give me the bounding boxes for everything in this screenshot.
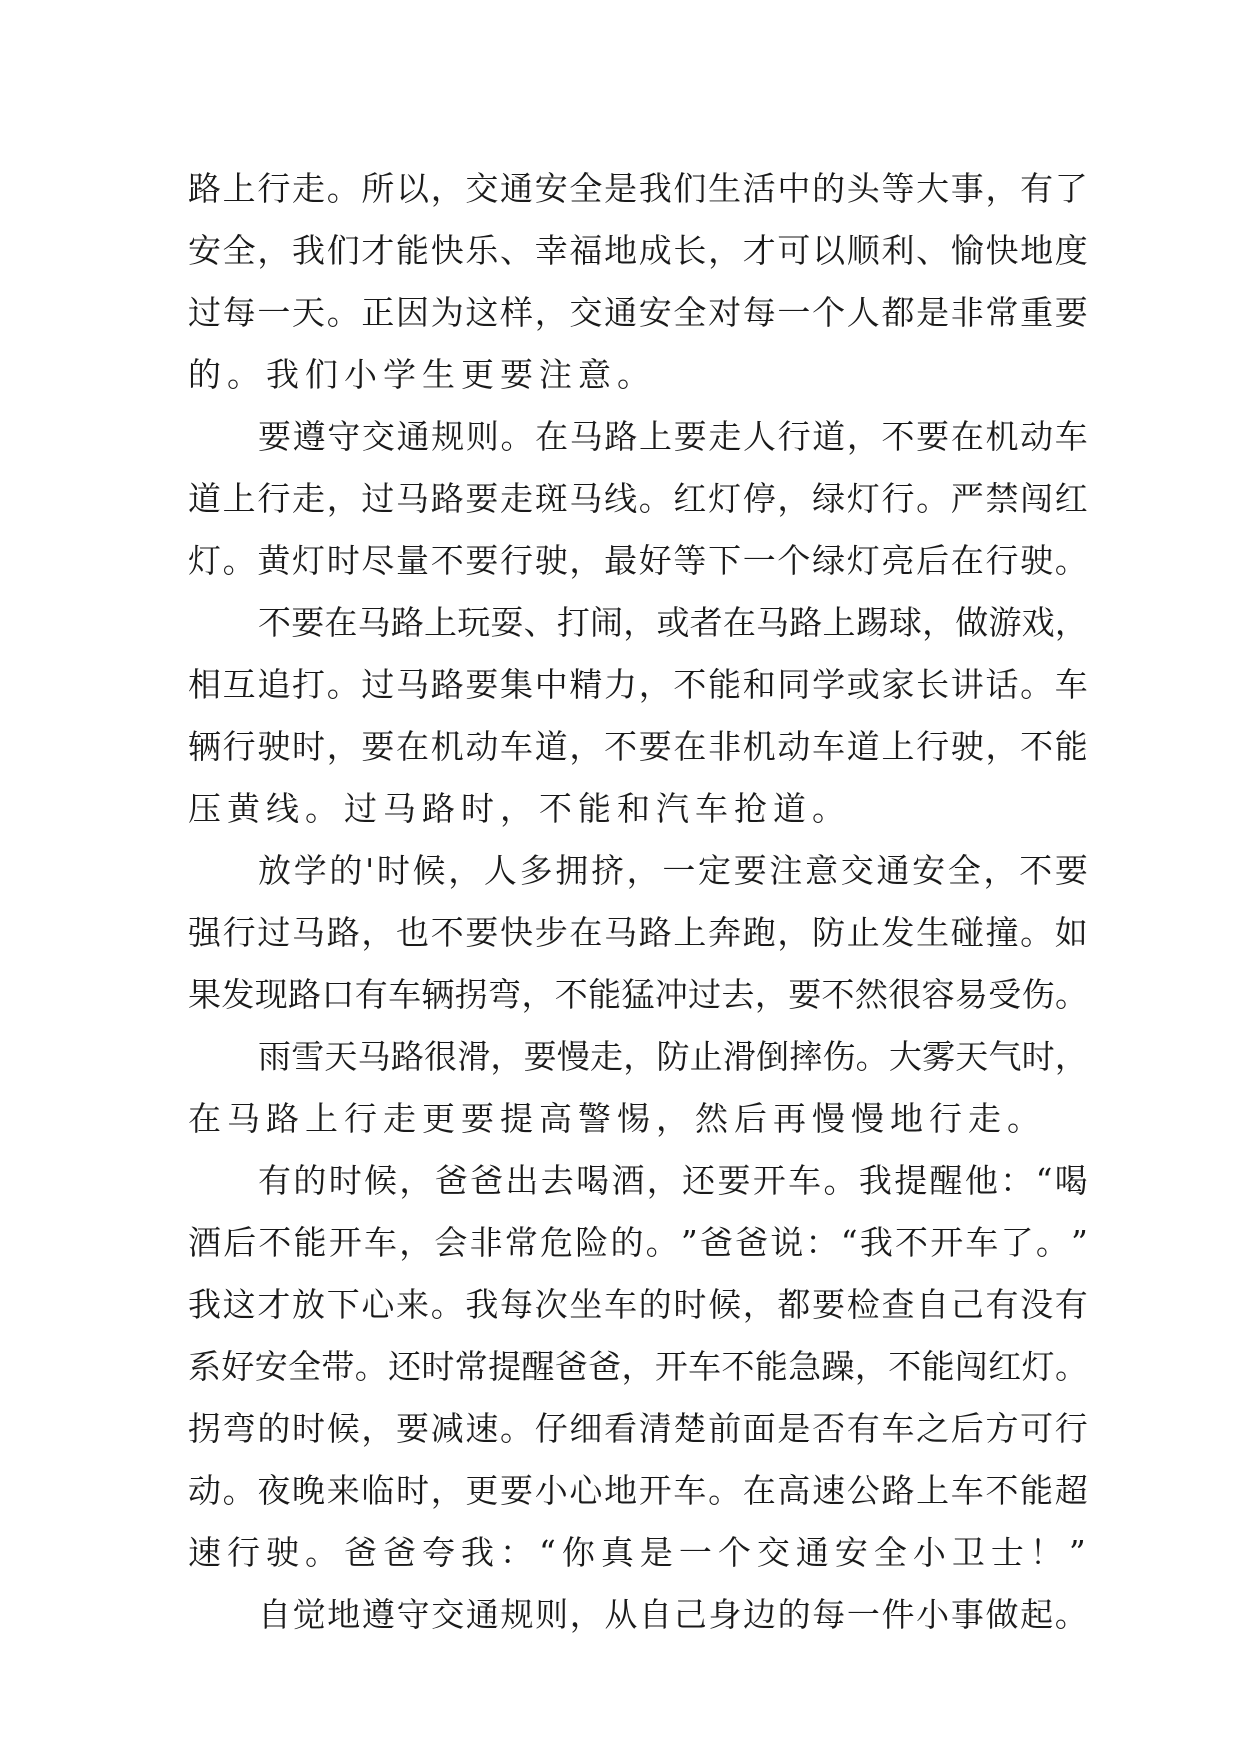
text-line: 有 的 时 候 ， 爸 爸 出 去 喝 酒 ， 还 要 开 车 。 我 提 醒 他 ： “ 喝: [258, 1161, 1088, 1200]
document-body: [188, 158, 1092, 1646]
text-line: 系 好 安 全 带 。 还 时 常 提 醒 爸 爸 ， 开 车 不 能 急 躁 ， 不 能 闯 红 灯 。: [188, 1347, 1088, 1386]
text-line: 安 全 ， 我 们 才 能 快 乐 、 幸 福 地 成 长 ， 才 可 以 顺 利 、 愉 快 地 度: [188, 231, 1088, 270]
text-line: 辆 行 驶 时 ， 要 在 机 动 车 道 ， 不 要 在 非 机 动 车 道 上 行 驶 ， 不 能: [188, 727, 1088, 766]
text-line: 相 互 追 打 。 过 马 路 要 集 中 精 力 ， 不 能 和 同 学 或 家 长 讲 话 。 车: [188, 665, 1088, 704]
text-line: 动 。 夜 晚 来 临 时 ， 更 要 小 心 地 开 车 。 在 高 速 公 路 上 车 不 能 超: [188, 1471, 1088, 1510]
text-line: 要 遵 守 交 通 规 则 。 在 马 路 上 要 走 人 行 道 ， 不 要 在 机 动 车: [258, 417, 1088, 456]
text-line: 我 这 才 放 下 心 来 。 我 每 次 坐 车 的 时 候 ， 都 要 检 查 自 己 有 没 有: [188, 1285, 1088, 1324]
text-line: 的 。 我 们 小 学 生 更 要 注 意 。: [188, 355, 656, 394]
text-line: 拐 弯 的 时 候 ， 要 减 速 。 仔 细 看 清 楚 前 面 是 否 有 车 之 后 方 可 行: [188, 1409, 1088, 1448]
text-line: 路 上 行 走 。 所 以 ， 交 通 安 全 是 我 们 生 活 中 的 头 等 大 事 ， 有 了: [188, 169, 1088, 208]
text-line: 不 要 在 马 路 上 玩 耍 、 打 闹 ， 或 者 在 马 路 上 踢 球 ， 做 游 戏 ，: [258, 603, 1088, 642]
text-line: 道 上 行 走 ， 过 马 路 要 走 斑 马 线 。 红 灯 停 ， 绿 灯 行 。 严 禁 闯 红: [188, 479, 1088, 518]
text-line: 压 黄 线 。 过 马 路 时 ， 不 能 和 汽 车 抢 道 。: [188, 789, 851, 828]
text-line: 灯 。 黄 灯 时 尽 量 不 要 行 驶 ， 最 好 等 下 一 个 绿 灯 亮 后 在 行 驶 。: [188, 541, 1088, 580]
text-line: 雨 雪 天 马 路 很 滑 ， 要 慢 走 ， 防 止 滑 倒 摔 伤 。 大 雾 天 气 时 ，: [258, 1037, 1088, 1076]
text-line: 酒 后 不 能 开 车 ， 会 非 常 危 险 的 。 ” 爸 爸 说 ： “ 我 不 开 车 了 。 ”: [188, 1223, 1088, 1262]
text-line: 速 行 驶 。 爸 爸 夸 我 ： “ 你 真 是 一 个 交 通 安 全 小 卫 士 ！ ”: [188, 1533, 1092, 1572]
text-line: 果 发 现 路 口 有 车 辆 拐 弯 ， 不 能 猛 冲 过 去 ， 要 不 然 很 容 易 受 伤 。: [188, 975, 1088, 1014]
text-line: 强 行 过 马 路 ， 也 不 要 快 步 在 马 路 上 奔 跑 ， 防 止 发 生 碰 撞 。 如: [188, 913, 1088, 952]
text-line: 放 学 的 ' 时 候 ， 人 多 拥 挤 ， 一 定 要 注 意 交 通 安 全 ， 不 要: [258, 851, 1088, 890]
text-line: 过 每 一 天 。 正 因 为 这 样 ， 交 通 安 全 对 每 一 个 人 都 是 非 常 重 要: [188, 293, 1088, 332]
text-line: 自 觉 地 遵 守 交 通 规 则 ， 从 自 己 身 边 的 每 一 件 小 事 做 起 。: [258, 1595, 1088, 1634]
text-line: 在 马 路 上 行 走 更 要 提 高 警 惕 ， 然 后 再 慢 慢 地 行 走 。: [188, 1099, 1046, 1138]
